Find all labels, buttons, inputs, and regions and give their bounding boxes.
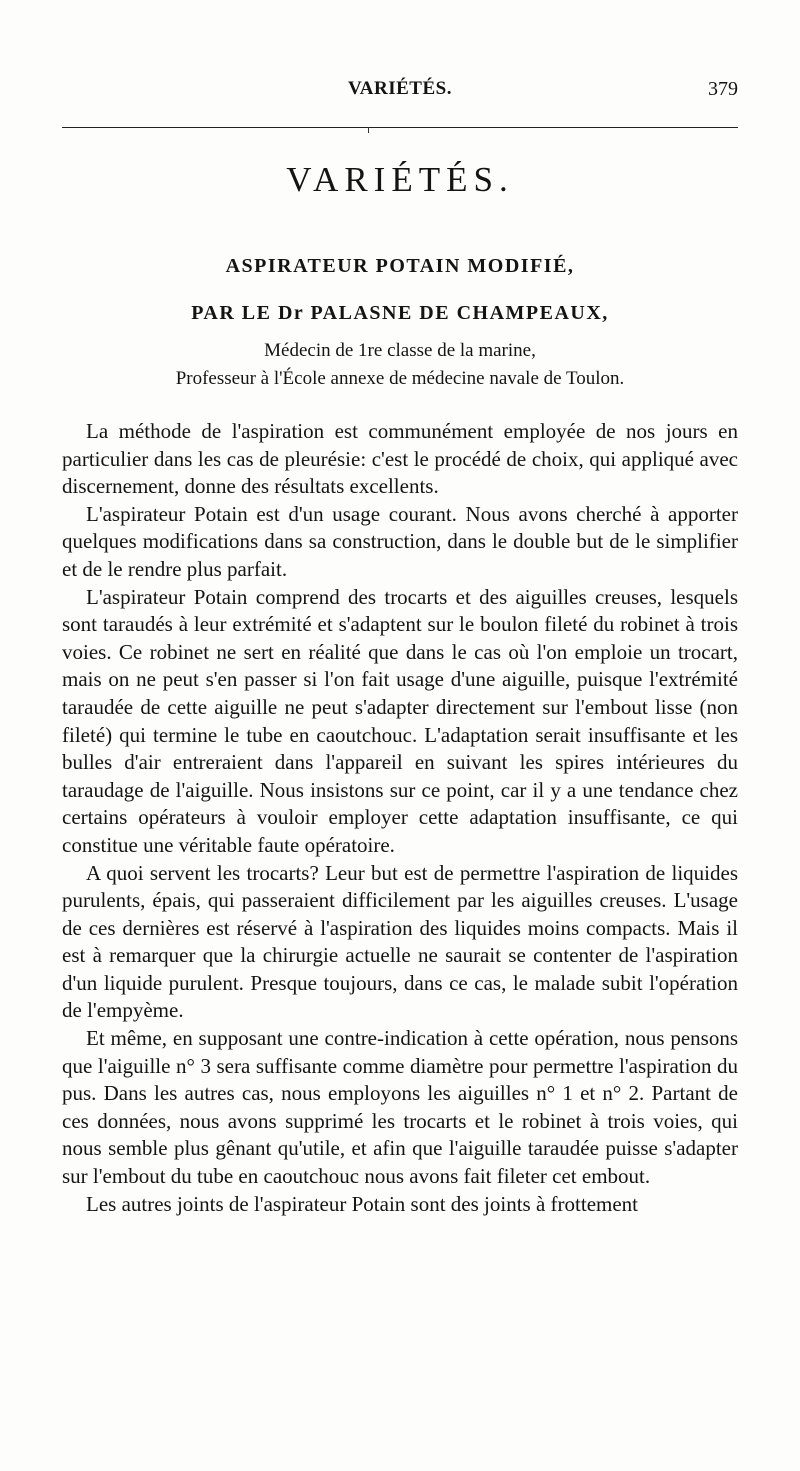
paragraph: Les autres joints de l'aspirateur Potain sont des joints à frottement: [86, 1191, 638, 1216]
paragraph: La méthode de l'aspiration est communément employée de nos jours en particulier dans les cas de pleurésie: c'est le procédé de choix, qui appliqué avec discernement, donne des résultats excellents.: [62, 419, 738, 499]
author-affiliation-school: Professeur à l'École annexe de médecine navale de Toulon.: [175, 368, 625, 389]
paragraph: A quoi servent les trocarts? Leur but est de permettre l'aspiration de liquides purulents, épais, qui passeraient difficilement par les aiguilles creuses. L'usage de ces dernières est réservé à l'aspiration des liquides moins compacts. Mais il est à remarquer que la chirurgie actuelle ne saurait se contenter de l'aspiration d'un liquide purulent. Presque toujours, dans ce cas, le malade subit l'opération de l'empyème.: [62, 860, 738, 1023]
article-author: PAR LE Dr PALASNE DE CHAMPEAUX,: [191, 302, 609, 324]
running-head: VARIÉTÉS.: [348, 78, 452, 99]
page-number: 379: [708, 78, 738, 100]
header-rule: [62, 127, 738, 128]
paragraph: Et même, en supposant une contre-indication à cette opération, nous pensons que l'aiguille n° 3 sera suffisante comme diamètre pour permettre l'aspiration du pus. Dans les autres cas, nous employons les aiguilles n° 1 et n° 2. Partant de ces données, nous avons supprimé les trocarts et le robinet à trois voies, qui nous semble plus gênant qu'utile, et afin que l'aiguille taraudée puisse s'adapter sur l'embout du tube en caoutchouc nous avons fait fileter cet embout.: [62, 1026, 738, 1189]
article-title: ASPIRATEUR POTAIN MODIFIÉ,: [225, 255, 575, 277]
author-affiliation-rank: Médecin de 1re classe de la marine,: [264, 340, 536, 361]
article-body: [62, 418, 738, 1218]
paragraph: L'aspirateur Potain est d'un usage courant. Nous avons cherché à apporter quelques modifications dans sa construction, dans le double but de le simplifier et de le rendre plus parfait.: [62, 501, 738, 581]
rule-tick: [368, 127, 375, 133]
paragraph: L'aspirateur Potain comprend des trocarts et des aiguilles creuses, lesquels sont taraudés à leur extrémité et s'adaptent sur le boulon fileté du robinet à trois voies. Ce robinet ne sert en réalité que dans le cas où l'on emploie un trocart, mais on ne peut s'en passer si l'on fait usage d'une aiguille, puisque l'extrémité taraudée de cette aiguille ne peut s'adapter directement sur l'embout lisse (non fileté) qui termine le tube en caoutchouc. L'adaptation serait insuffisante et les bulles d'air entreraient dans l'appareil en suivant les spires intérieures du taraudage de l'aiguille. Nous insistons sur ce point, car il y a une tendance chez certains opérateurs à vouloir employer cette adaptation insuffisante, ce qui constitue une véritable faute opératoire.: [62, 584, 738, 857]
page-header: [62, 72, 738, 102]
section-title: VARIÉTÉS.: [286, 160, 514, 199]
